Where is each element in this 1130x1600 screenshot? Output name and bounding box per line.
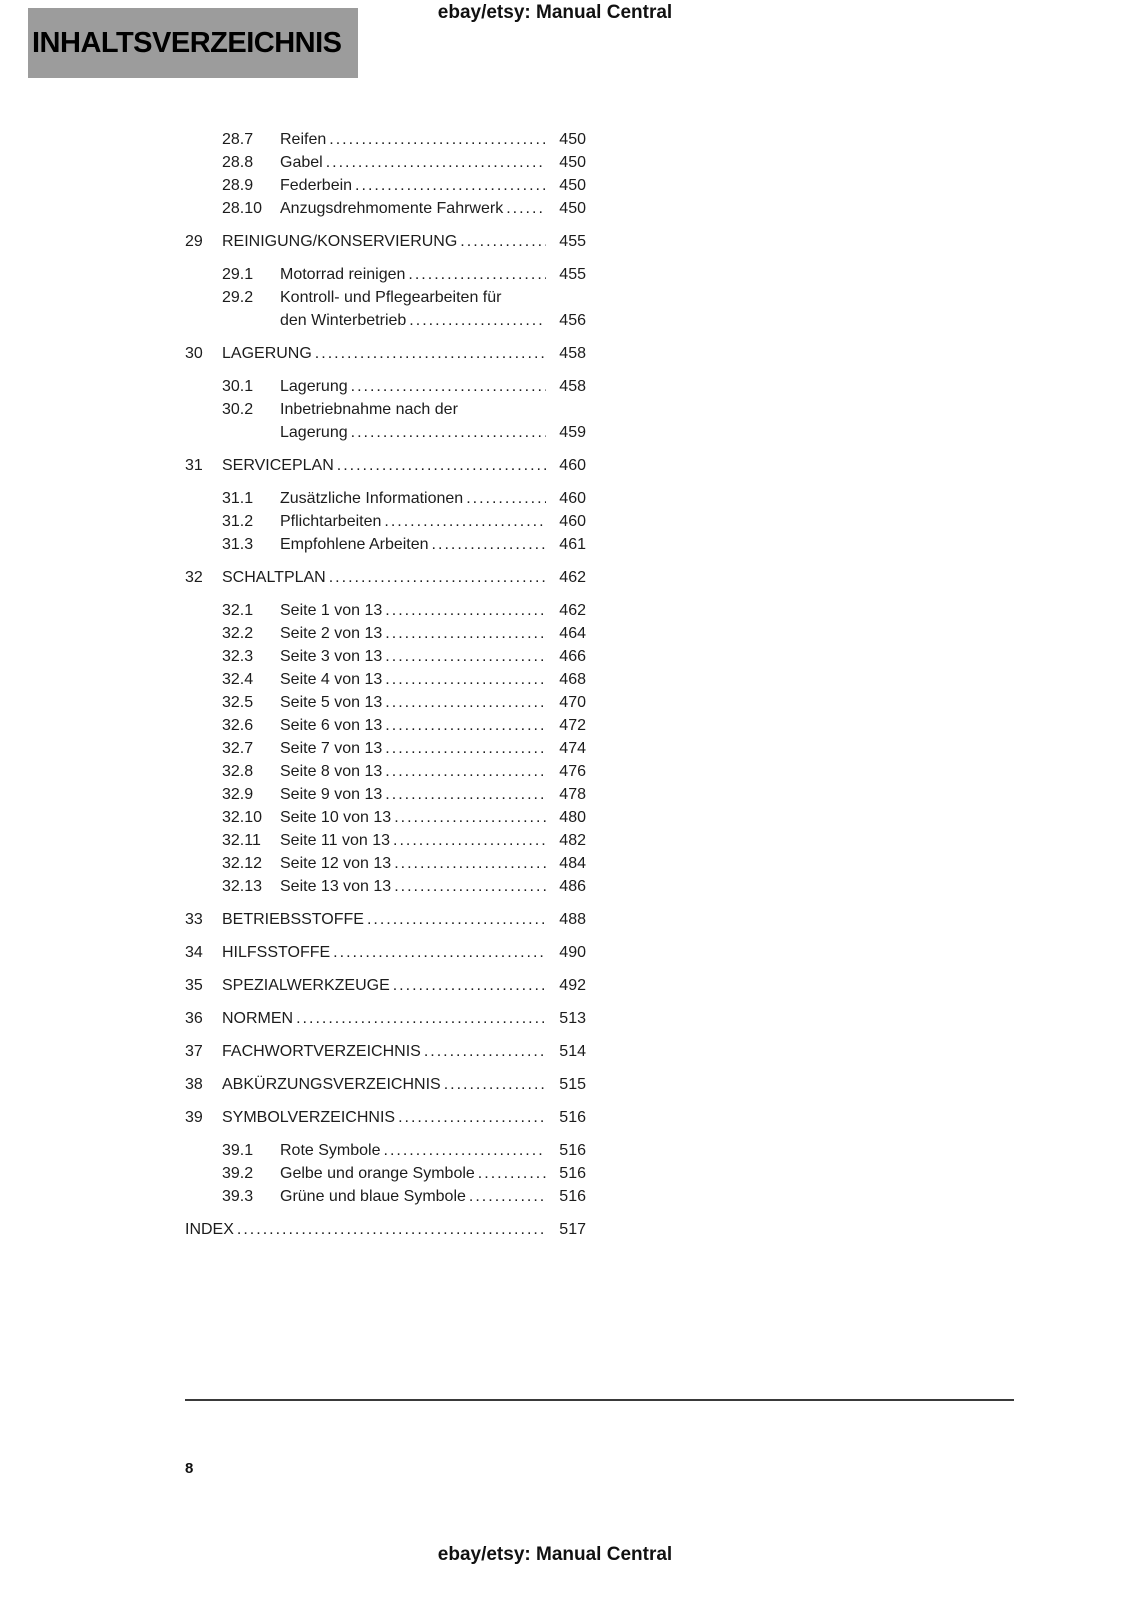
toc-list [185,128,586,1241]
toc-leader-dots [326,151,546,174]
toc-leader-dots [384,1139,547,1162]
toc-entry-page: 484 [559,855,586,872]
toc-entry-number: 29 [185,233,203,250]
toc-entry-title: Seite 6 von 13 [280,717,383,734]
toc-entry-page: 482 [559,832,586,849]
toc-entry-title: INDEX [185,1221,234,1238]
toc-leader-dots [385,599,546,622]
toc-entry-page: 456 [559,312,586,329]
toc-leader-dots [393,829,546,852]
toc-entry-page: 464 [559,625,586,642]
toc-entry-page: 450 [559,177,586,194]
toc-entry-row [185,852,586,875]
toc-leader-dots [385,760,546,783]
toc-entry-title: Seite 12 von 13 [280,855,392,872]
header-text: ebay/etsy: Manual Central [437,2,673,23]
toc-entry-page: 480 [559,809,586,826]
toc-entry-title: Seite 4 von 13 [280,671,383,688]
toc-entry-title: Federbein [280,177,353,194]
toc-leader-dots [385,737,546,760]
toc-entry-title: Motorrad reinigen [280,266,406,283]
toc-entry-row [185,151,586,174]
toc-entry-page: 515 [559,1076,586,1093]
toc-entry-page: 470 [559,694,586,711]
toc-entry-title: SPEZIALWERKZEUGE [222,977,390,994]
toc-entry-page: 455 [559,233,586,250]
toc-entry-row [185,128,586,151]
toc-entry-row [185,487,586,510]
toc-entry-number: 31 [185,457,203,474]
toc-leader-dots [384,510,546,533]
toc-entry-page: 462 [559,569,586,586]
toc-entry-number: 32.5 [222,694,254,711]
toc-entry-row [185,263,586,286]
toc-entry-row [185,1185,586,1208]
toc-entry-row [185,668,586,691]
toc-entry-title: SERVICEPLAN [222,457,334,474]
toc-entry-row [185,941,586,964]
toc-leader-dots [367,908,546,931]
toc-entry-title: Lagerung [280,378,348,395]
page-number: 8 [185,1460,194,1477]
toc-entry-number: 32.9 [222,786,254,803]
toc-leader-dots [394,875,546,898]
toc-leader-dots [394,852,546,875]
toc-entry-row [185,309,586,332]
toc-entry-number: 32.12 [222,855,263,872]
bottom-rule [185,1399,1014,1401]
toc-entry-number: 28.8 [222,154,254,171]
toc-entry-row [185,230,586,253]
footer-text: ebay/etsy: Manual Central [437,1544,673,1565]
toc-leader-dots [394,806,546,829]
toc-entry-title: Seite 11 von 13 [280,832,391,849]
toc-entry-title: Lagerung [280,424,348,441]
toc-entry-row [185,421,586,444]
toc-entry-title: Kontroll- und Pflegearbeiten für [280,289,502,306]
toc-entry-title: Anzugsdrehmomente Fahrwerk [280,200,504,217]
toc-entry-title: HILFSSTOFFE [222,944,331,961]
toc-entry-title: LAGERUNG [222,345,312,362]
toc-entry-page: 450 [559,131,586,148]
toc-entry-row [185,691,586,714]
toc-entry-row [185,829,586,852]
toc-entry-title: Reifen [280,131,327,148]
toc-entry-number: 31.1 [222,490,254,507]
toc-entry-title: ABKÜRZUNGSVERZEICHNIS [222,1076,441,1093]
toc-entry-title: FACHWORTVERZEICHNIS [222,1043,421,1060]
toc-entry-title: Seite 7 von 13 [280,740,383,757]
toc-leader-dots [385,622,546,645]
toc-entry-page: 476 [559,763,586,780]
toc-leader-dots [385,783,546,806]
toc-leader-dots [333,941,546,964]
toc-entry-page: 460 [559,457,586,474]
toc-entry-number: 31.3 [222,536,254,553]
toc-entry-page: 516 [559,1165,586,1182]
toc-entry-title: Seite 9 von 13 [280,786,383,803]
toc-leader-dots [478,1162,546,1185]
toc-entry-row [185,875,586,898]
toc-entry-number: 32.8 [222,763,254,780]
toc-entry-row [185,286,586,309]
toc-entry-page: 490 [559,944,586,961]
toc-entry-title: SCHALTPLAN [222,569,326,586]
toc-entry-number: 30.1 [222,378,254,395]
toc-leader-dots [408,263,546,286]
toc-entry-row [185,342,586,365]
toc-entry-number: 38 [185,1076,203,1093]
toc-entry-page: 517 [559,1221,586,1238]
toc-leader-dots [385,645,546,668]
document-footer [0,1544,1110,1566]
toc-entry-row [185,1106,586,1129]
toc-leader-dots [329,128,546,151]
toc-leader-dots [398,1106,546,1129]
toc-entry-title: Seite 10 von 13 [280,809,392,826]
toc-entry-number: 39.2 [222,1165,254,1182]
toc-entry-row [185,1040,586,1063]
toc-entry-page: 472 [559,717,586,734]
toc-entry-row [185,974,586,997]
toc-entry-title: Empfohlene Arbeiten [280,536,429,553]
toc-entry-title: Seite 2 von 13 [280,625,383,642]
toc-entry-title: Gabel [280,154,323,171]
toc-entry-row [185,1162,586,1185]
toc-entry-row [185,783,586,806]
toc-leader-dots [469,1185,546,1208]
toc-entry-title: Zusätzliche Informationen [280,490,464,507]
toc-entry-page: 460 [559,490,586,507]
toc-entry-page: 460 [559,513,586,530]
toc-entry-row [185,1218,586,1241]
toc-leader-dots [385,691,546,714]
toc-leader-dots [432,533,546,556]
toc-entry-page: 450 [559,200,586,217]
toc-entry-row [185,806,586,829]
toc-entry-number: 33 [185,911,203,928]
toc-entry-title: Seite 3 von 13 [280,648,383,665]
toc-leader-dots [351,375,546,398]
toc-entry-number: 29.1 [222,266,254,283]
toc-entry-title: Inbetriebnahme nach der [280,401,458,418]
toc-entry-row [185,566,586,589]
toc-entry-title: Grüne und blaue Symbole [280,1188,466,1205]
toc-entry-title: Seite 8 von 13 [280,763,383,780]
toc-entry-title: Seite 1 von 13 [280,602,383,619]
toc-leader-dots [355,174,546,197]
toc-entry-title: Rote Symbole [280,1142,381,1159]
toc-leader-dots [385,668,546,691]
toc-entry-number: 32 [185,569,203,586]
toc-entry-page: 462 [559,602,586,619]
toc-entry-number: 32.2 [222,625,254,642]
toc-entry-number: 39.3 [222,1188,254,1205]
toc-leader-dots [337,454,546,477]
toc-entry-page: 461 [559,536,586,553]
toc-entry-number: 31.2 [222,513,254,530]
toc-entry-row [185,510,586,533]
toc-entry-title: Gelbe und orange Symbole [280,1165,475,1182]
toc-leader-dots [424,1040,546,1063]
toc-leader-dots [409,309,546,332]
toc-entry-row [185,714,586,737]
toc-entry-page: 466 [559,648,586,665]
toc-entry-page: 488 [559,911,586,928]
toc-entry-row [185,454,586,477]
toc-entry-page: 492 [559,977,586,994]
toc-leader-dots [329,566,546,589]
toc-entry-number: 28.10 [222,200,263,217]
toc-entry-row [185,197,586,220]
toc-entry-title: Seite 5 von 13 [280,694,383,711]
toc-entry-title: NORMEN [222,1010,294,1027]
toc-leader-dots [444,1073,546,1096]
toc-entry-number: 34 [185,944,203,961]
toc-entry-row [185,174,586,197]
toc-entry-title: REINIGUNG/KONSERVIERUNG [222,233,458,250]
toc-leader-dots [460,230,546,253]
toc-entry-page: 468 [559,671,586,688]
toc-entry-number: 39 [185,1109,203,1126]
toc-entry-page: 516 [559,1109,586,1126]
toc-entry-page: 486 [559,878,586,895]
toc-entry-page: 478 [559,786,586,803]
toc-entry-number: 32.6 [222,717,254,734]
toc-entry-number: 29.2 [222,289,254,306]
toc-entry-number: 32.11 [222,832,261,849]
toc-entry-row [185,737,586,760]
toc-entry-row [185,375,586,398]
toc-entry-row [185,599,586,622]
toc-entry-page: 513 [559,1010,586,1027]
toc-entry-number: 28.9 [222,177,254,194]
toc-entry-title: SYMBOLVERZEICHNIS [222,1109,396,1126]
toc-entry-page: 516 [559,1142,586,1159]
toc-leader-dots [466,487,546,510]
toc-entry-row [185,622,586,645]
toc-entry-page: 458 [559,345,586,362]
toc-entry-number: 30 [185,345,203,362]
toc-entry-title: BETRIEBSSTOFFE [222,911,364,928]
toc-entry-row [185,398,586,421]
toc-entry-row [185,1073,586,1096]
toc-entry-page: 459 [559,424,586,441]
toc-entry-number: 32.4 [222,671,254,688]
toc-entry-number: 39.1 [222,1142,254,1159]
toc-leader-dots [315,342,546,365]
toc-entry-title: den Winterbetrieb [280,312,407,329]
toc-entry-row [185,760,586,783]
toc-entry-number: 32.3 [222,648,254,665]
toc-entry-row [185,645,586,668]
toc-entry-number: 32.7 [222,740,254,757]
toc-entry-page: 474 [559,740,586,757]
toc-entry-number: 36 [185,1010,203,1027]
toc-leader-dots [296,1007,546,1030]
toc-leader-dots [385,714,546,737]
toc-entry-number: 37 [185,1043,203,1060]
toc-leader-dots [351,421,546,444]
toc-leader-dots [237,1218,546,1241]
toc-entry-number: 30.2 [222,401,254,418]
toc-entry-page: 455 [559,266,586,283]
toc-entry-number: 32.13 [222,878,263,895]
toc-entry-number: 35 [185,977,203,994]
toc-entry-page: 516 [559,1188,586,1205]
toc-entry-row [185,908,586,931]
toc-leader-dots [393,974,546,997]
page-title-banner [28,8,358,78]
toc-entry-page: 458 [559,378,586,395]
toc-entry-page: 514 [559,1043,586,1060]
toc-entry-number: 32.10 [222,809,263,826]
toc-entry-title: Seite 13 von 13 [280,878,392,895]
page-title: INHALTSVERZEICHNIS [32,26,342,59]
toc-entry-page: 450 [559,154,586,171]
toc-entry-number: 32.1 [222,602,254,619]
toc-leader-dots [506,197,546,220]
toc-entry-number: 28.7 [222,131,254,148]
toc-entry-title: Pflichtarbeiten [280,513,382,530]
toc-entry-row [185,533,586,556]
toc-entry-row [185,1139,586,1162]
toc-entry-row [185,1007,586,1030]
